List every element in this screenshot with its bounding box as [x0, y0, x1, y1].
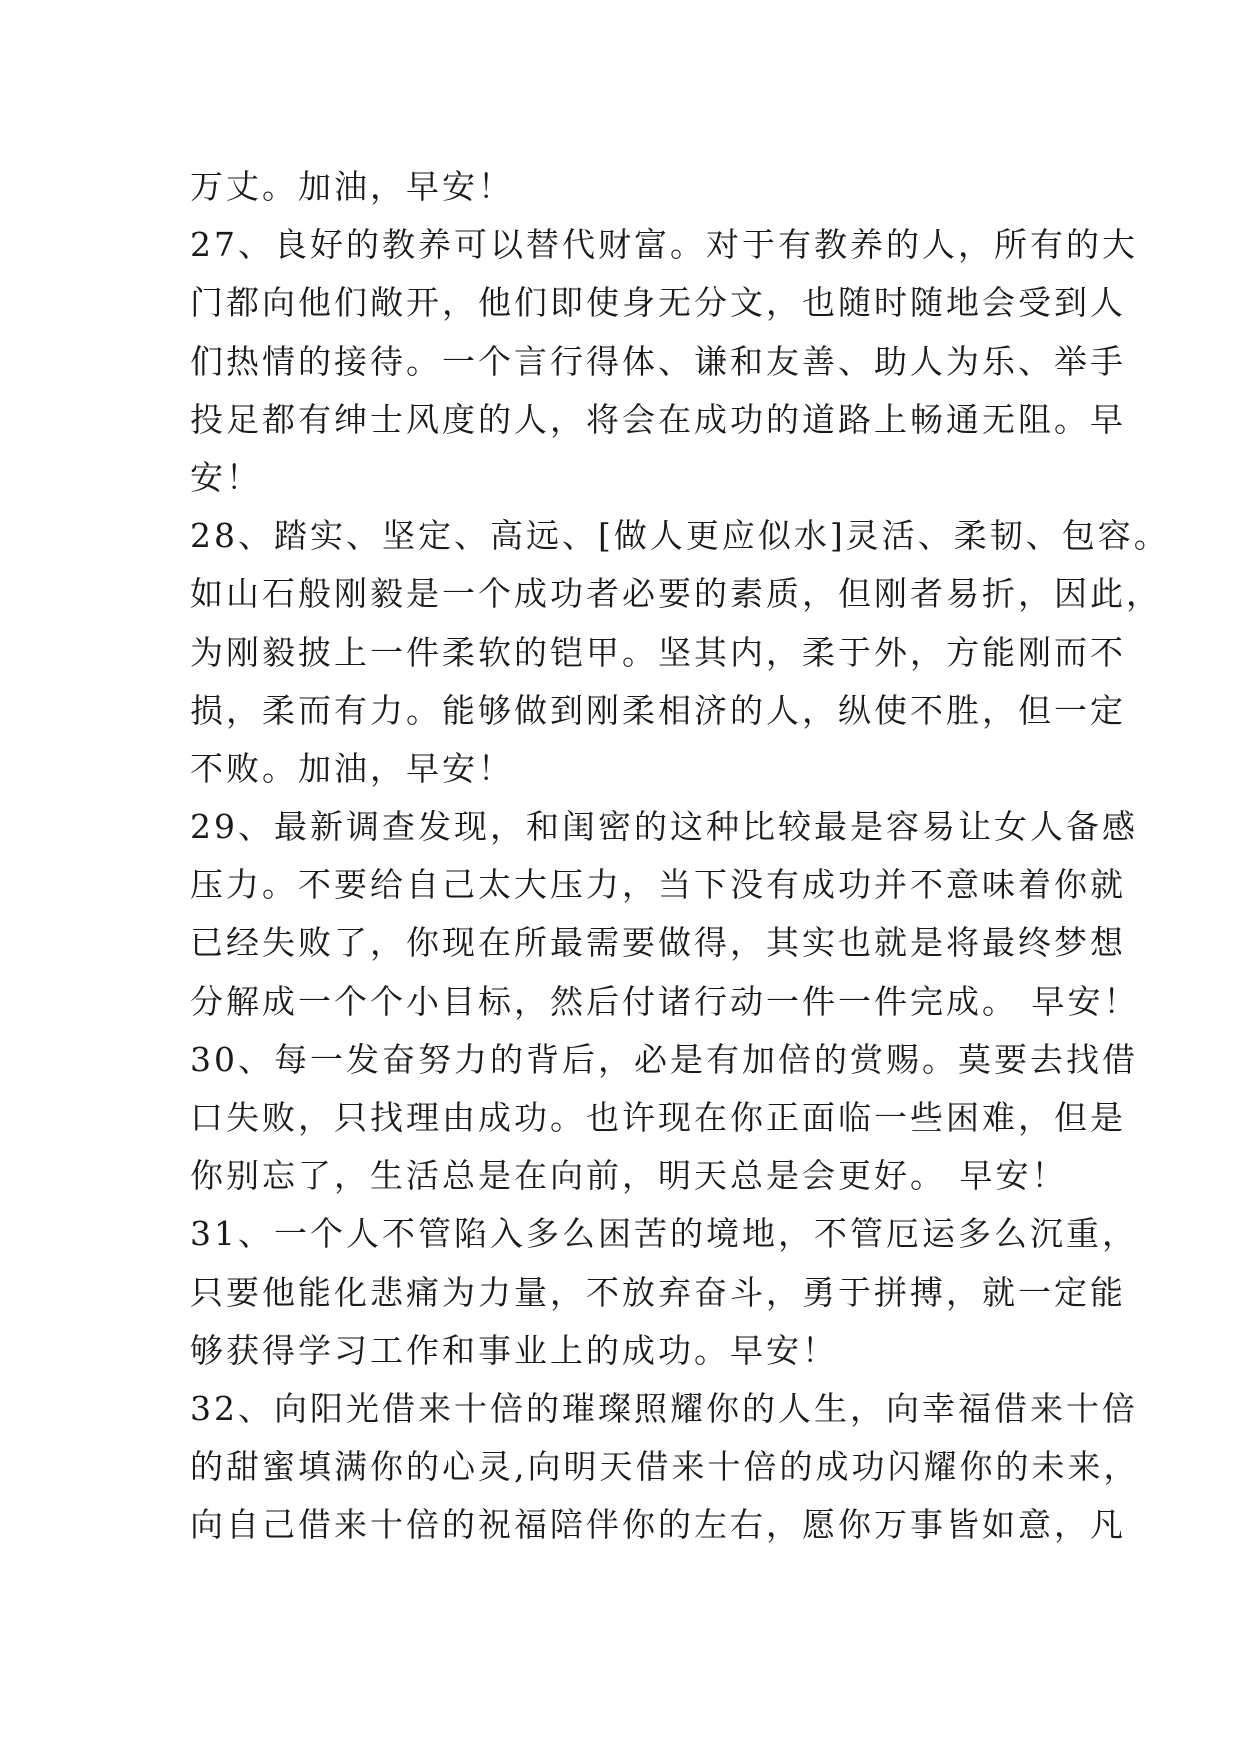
text-line: 27、良好的教养可以替代财富。对于有教养的人，所有的大 [190, 225, 1138, 265]
text-line: 分解成一个个小目标，然后付诸行动一件一件完成。 早安！ [190, 981, 1140, 1021]
text-line: 损，柔而有力。能够做到刚柔相济的人，纵使不胜，但一定 [190, 690, 1126, 730]
text-line: 30、每一发奋努力的背后，必是有加倍的赏赐。莫要去找借 [190, 1039, 1138, 1079]
text-line: 不败。加油，早安！ [190, 748, 514, 788]
text-line: 你别忘了，生活总是在向前，明天总是会更好。 早安！ [190, 1156, 1068, 1196]
text-line: 压力。不要给自己太大压力，当下没有成功并不意味着你就 [190, 865, 1126, 905]
text-line: 已经失败了，你现在所最需要做得，其实也就是将最终梦想 [190, 923, 1126, 963]
document-body [190, 158, 1170, 1555]
text-line: 31、一个人不管陷入多么困苦的境地，不管厄运多么沉重， [190, 1214, 1138, 1254]
text-line: 万丈。加油，早安！ [190, 167, 514, 206]
text-line: 只要他能化悲痛为力量，不放弃奋斗，勇于拼搏，就一定能 [190, 1272, 1126, 1312]
text-line: 28、踏实、坚定、高远、[做人更应似水]灵活、柔韧、包容。 [190, 516, 1170, 556]
text-line: 的甜蜜填满你的心灵,向明天借来十倍的成功闪耀你的未来， [190, 1447, 1140, 1487]
text-line: 安！ [190, 457, 262, 497]
text-line: 32、向阳光借来十倍的璀璨照耀你的人生，向幸福借来十倍 [190, 1388, 1138, 1428]
text-line: 够获得学习工作和事业上的成功。早安！ [190, 1330, 838, 1370]
text-line: 们热情的接待。一个言行得体、谦和友善、助人为乐、举手 [190, 341, 1126, 381]
text-line: 口失败，只找理由成功。也许现在你正面临一些困难，但是 [190, 1098, 1126, 1137]
text-line: 向自己借来十倍的祝福陪伴你的左右，愿你万事皆如意，凡 [190, 1505, 1126, 1545]
text-line: 为刚毅披上一件柔软的铠甲。坚其内，柔于外，方能刚而不 [190, 632, 1126, 672]
text-line: 如山石般刚毅是一个成功者必要的素质，但刚者易折，因此， [190, 574, 1162, 614]
text-line: 门都向他们敞开，他们即使身无分文，也随时随地会受到人 [190, 283, 1126, 323]
text-line: 投足都有绅士风度的人，将会在成功的道路上畅通无阻。早 [190, 399, 1126, 439]
text-line: 29、最新调查发现，和闺密的这种比较最是容易让女人备感 [190, 807, 1138, 847]
